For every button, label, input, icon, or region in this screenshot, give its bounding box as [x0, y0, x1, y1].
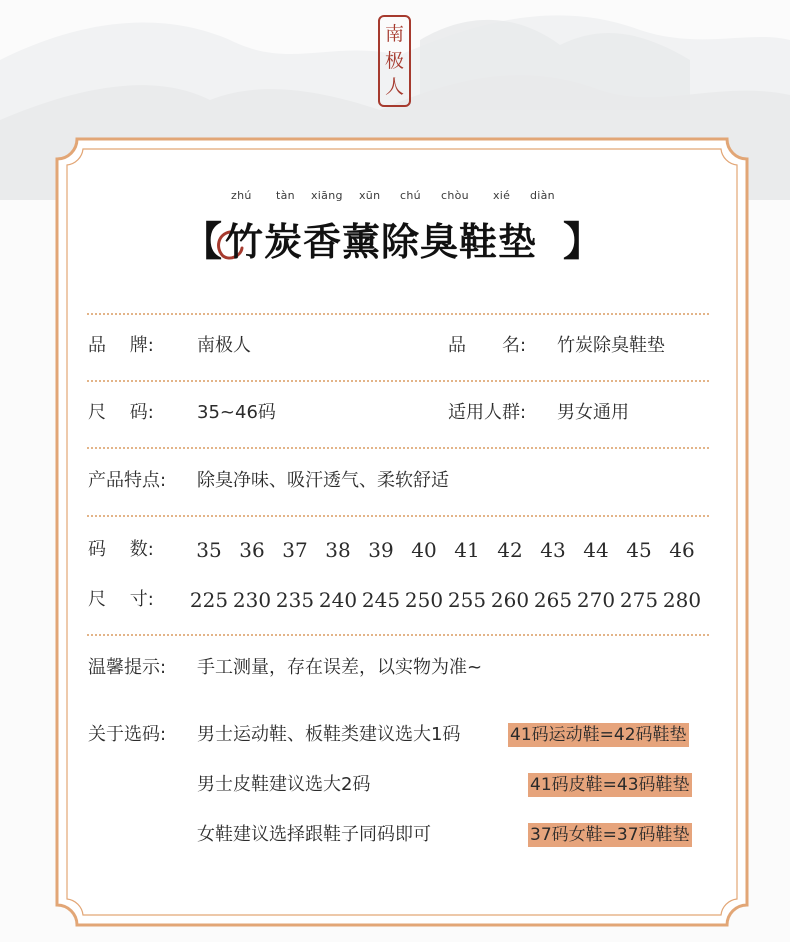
divider	[87, 313, 709, 315]
tips-value: 手工测量，存在误差，以实物为准~	[197, 657, 483, 678]
feature-label: 产品特点:	[88, 470, 167, 491]
title-bracket-right: 】	[563, 218, 603, 265]
seal-char-1: 南	[384, 22, 404, 45]
seal-char-2: 极	[384, 49, 404, 72]
choose-item-text: 男士运动鞋、板鞋类建议选大1码	[197, 724, 461, 745]
pinyin-3: xiāng	[311, 189, 343, 202]
title-bracket-left: 【	[182, 218, 222, 265]
audience-value: 男女通用	[557, 402, 629, 423]
size-code-cell: 45	[626, 538, 652, 562]
size-code-cell: 37	[282, 538, 308, 562]
divider	[87, 380, 709, 382]
product-name-label: 品 名:	[448, 335, 527, 356]
size-code-label: 码 数:	[88, 539, 154, 560]
choose-item-highlight: 37码女鞋=37码鞋垫	[530, 825, 690, 845]
size-range-label: 尺 码:	[88, 402, 154, 423]
seal-char-3: 人	[384, 76, 404, 99]
size-length-cell: 260	[490, 588, 530, 612]
size-code-cell: 46	[669, 538, 695, 562]
size-length-cell: 240	[318, 588, 358, 612]
audience-label: 适用人群:	[448, 402, 527, 423]
divider	[87, 447, 709, 449]
size-length-cell: 245	[361, 588, 401, 612]
title-pinyin	[0, 189, 790, 203]
size-length-cell: 230	[232, 588, 272, 612]
size-range-value: 35~46码	[197, 402, 276, 423]
pinyin-2: tàn	[276, 189, 295, 202]
size-code-cell: 35	[196, 538, 222, 562]
brand-label: 品 牌:	[88, 335, 154, 356]
title-text: 竹炭香薰除臭鞋垫	[225, 220, 538, 264]
size-code-cell: 44	[583, 538, 609, 562]
size-length-cell: 235	[275, 588, 315, 612]
pinyin-7: xié	[493, 189, 511, 202]
pinyin-8: diàn	[530, 189, 555, 202]
size-length-cell: 225	[189, 588, 229, 612]
page-title	[0, 218, 790, 270]
pinyin-1: zhú	[231, 189, 252, 202]
choose-item-text: 男士皮鞋建议选大2码	[197, 774, 371, 795]
choose-label: 关于选码:	[88, 724, 167, 745]
product-name-value: 竹炭除臭鞋垫	[557, 335, 665, 356]
size-length-cell: 275	[619, 588, 659, 612]
divider	[87, 515, 709, 517]
size-length-cell: 250	[404, 588, 444, 612]
brand-value: 南极人	[197, 335, 251, 356]
choose-item-highlight: 41码皮鞋=43码鞋垫	[530, 775, 690, 795]
size-code-cell: 42	[497, 538, 523, 562]
choose-item-text: 女鞋建议选择跟鞋子同码即可	[197, 824, 431, 845]
size-length-cell: 270	[576, 588, 616, 612]
pinyin-5: chú	[400, 189, 421, 202]
size-length-cell: 280	[662, 588, 702, 612]
size-length-label: 尺 寸:	[88, 589, 154, 610]
pinyin-4: xūn	[359, 189, 381, 202]
feature-value: 除臭净味、吸汗透气、柔软舒适	[197, 470, 449, 491]
size-length-cell: 265	[533, 588, 573, 612]
pinyin-6: chòu	[441, 189, 469, 202]
choose-item-highlight: 41码运动鞋=42码鞋垫	[510, 725, 687, 745]
size-code-cell: 40	[411, 538, 437, 562]
size-code-cell: 38	[325, 538, 351, 562]
size-code-cell: 36	[239, 538, 265, 562]
size-code-cell: 39	[368, 538, 394, 562]
size-code-cell: 41	[454, 538, 480, 562]
divider	[87, 634, 709, 636]
size-code-cell: 43	[540, 538, 566, 562]
brand-seal	[378, 15, 411, 107]
tips-label: 温馨提示:	[88, 657, 167, 678]
size-length-cell: 255	[447, 588, 487, 612]
